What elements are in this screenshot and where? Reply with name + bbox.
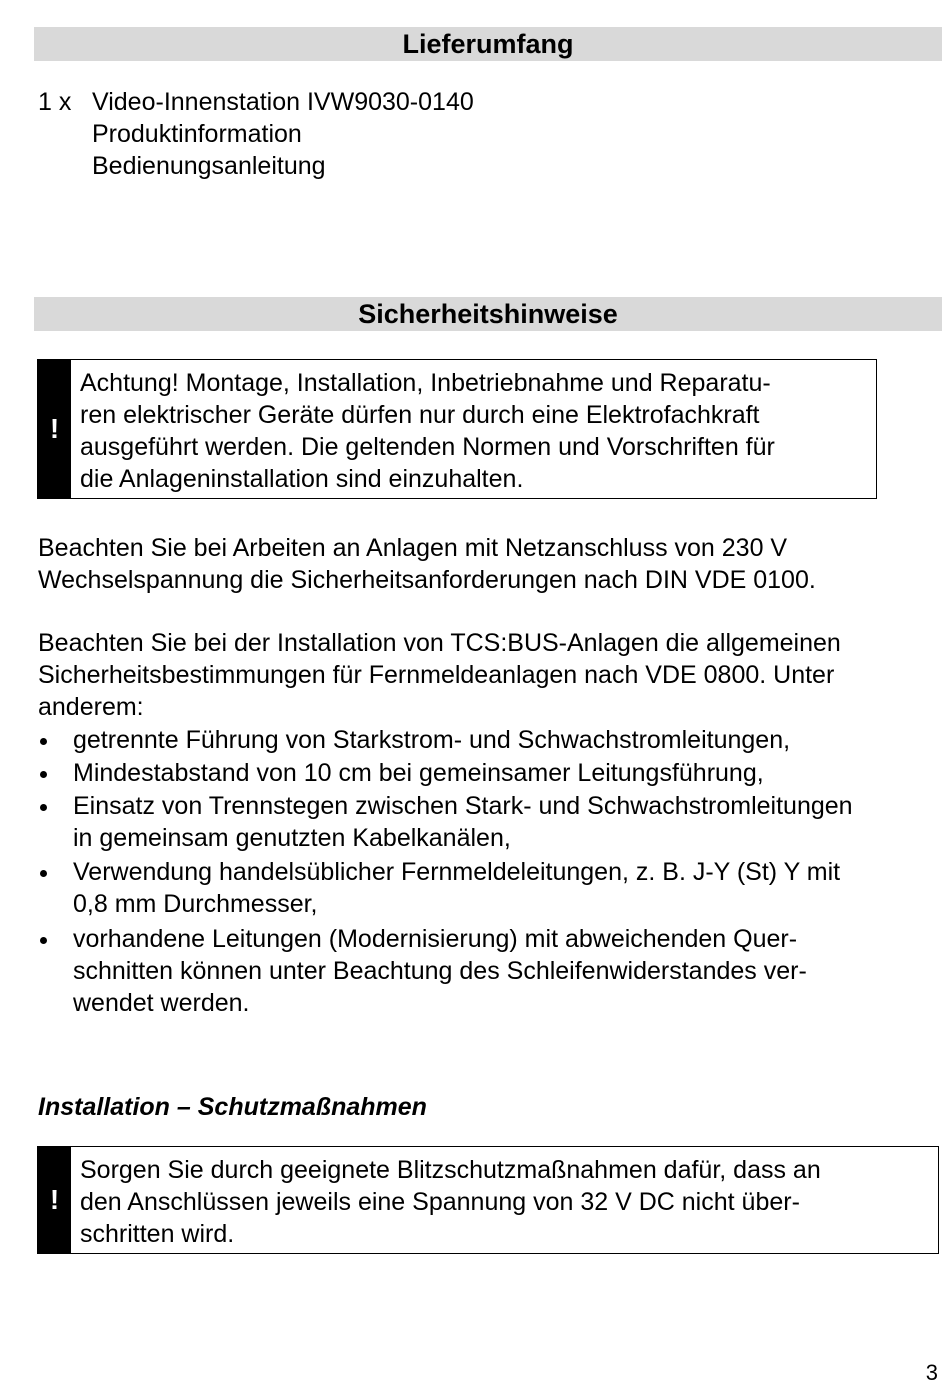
bullet-icon [40, 937, 47, 944]
installation-warning-box [37, 1146, 939, 1254]
paragraph-line: Wechselspannung die Sicherheitsanforderungen nach DIN VDE 0100. [38, 566, 816, 594]
bullet-text: Einsatz von Trennstegen zwischen Stark- und Schwachstromleitungen [73, 792, 853, 820]
delivery-quantity: 1 x [38, 88, 72, 116]
safety-warning-box [37, 359, 877, 499]
warning-line: den Anschlüssen jeweils eine Spannung von 32 V DC nicht über- [80, 1188, 800, 1216]
installation-warning-text [80, 1154, 821, 1250]
bullet-text: schnitten können unter Beachtung des Schleifenwiderstandes ver- [73, 957, 807, 985]
paragraph-line: Sicherheitsbestimmungen für Fernmeldeanlagen nach VDE 0800. Unter [38, 661, 835, 689]
installation-heading: Installation – Schutzmaßnahmen [38, 1093, 427, 1121]
paragraph-line: Beachten Sie bei der Installation von TCS:BUS-Anlagen die allgemeinen [38, 629, 841, 657]
delivery-heading: Lieferumfang [34, 27, 942, 61]
bullet-icon [40, 738, 47, 745]
bullet-text: getrennte Führung von Starkstrom- und Schwachstromleitungen, [73, 726, 791, 754]
warning-icon: ! [38, 360, 71, 498]
delivery-item: Video-Innenstation IVW9030-0140 [92, 88, 474, 116]
warning-line: Sorgen Sie durch geeignete Blitzschutzmaßnahmen dafür, dass an [80, 1156, 821, 1184]
paragraph-line: Beachten Sie bei Arbeiten an Anlagen mit Netzanschluss von 230 V [38, 534, 788, 562]
warning-line: die Anlageninstallation sind einzuhalten. [80, 465, 524, 493]
bullet-icon [40, 804, 47, 811]
bullet-text: 0,8 mm Durchmesser, [73, 890, 318, 918]
paragraph-line: anderem: [38, 693, 144, 721]
safety-warning-text [80, 367, 775, 495]
safety-heading: Sicherheitshinweise [34, 297, 942, 331]
warning-line: ren elektrischer Geräte dürfen nur durch eine Elektrofachkraft [80, 401, 760, 429]
delivery-item: Produktinformation [92, 120, 302, 148]
bullet-icon [40, 771, 47, 778]
bullet-text: in gemeinsam genutzten Kabelkanälen, [73, 824, 511, 852]
bullet-text: vorhandene Leitungen (Modernisierung) mit abweichenden Quer- [73, 925, 798, 953]
bullet-icon [40, 870, 47, 877]
bullet-text: Mindestabstand von 10 cm bei gemeinsamer Leitungsführung, [73, 759, 764, 787]
warning-line: ausgeführt werden. Die geltenden Normen und Vorschriften für [80, 433, 775, 461]
page-number: 3 [925, 1360, 938, 1385]
warning-line: schritten wird. [80, 1220, 235, 1248]
delivery-item: Bedienungsanleitung [92, 152, 326, 180]
warning-icon: ! [38, 1147, 71, 1253]
bullet-text: Verwendung handelsüblicher Fernmeldeleitungen, z. B. J-Y (St) Y mit [73, 858, 841, 886]
bullet-text: wendet werden. [73, 989, 250, 1017]
warning-line: Achtung! Montage, Installation, Inbetriebnahme und Reparatu- [80, 369, 771, 397]
